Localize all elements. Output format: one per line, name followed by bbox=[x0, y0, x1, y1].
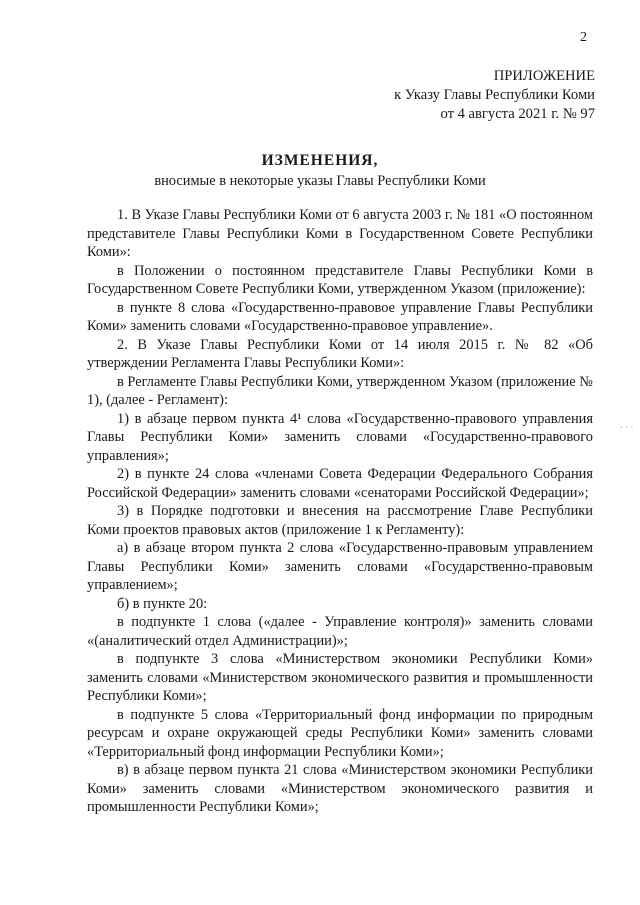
appendix-date: от 4 августа 2021 г. № 97 bbox=[440, 106, 595, 122]
document-subtitle: вносимые в некоторые указы Главы Республики Коми bbox=[154, 173, 486, 189]
page-number: 2 bbox=[580, 30, 587, 45]
paragraph: 3) в Порядке подготовки и внесения на рассмотрение Главе Республики Коми проектов правовых актов (приложение 1 к Регламенту): bbox=[87, 503, 593, 538]
paragraph: в Регламенте Главы Республики Коми, утвержденном Указом (приложение № 1), (далее - Регламент): bbox=[87, 373, 593, 408]
paragraph: в подпункте 1 слова («далее - Управление контроля)» заменить словами «(аналитический отдел Администрации)»; bbox=[87, 614, 593, 649]
paragraph: в Положении о постоянном представителе Главы Республики Коми в Государственном Совете Республики Коми, утвержденном Указом (приложение): bbox=[87, 262, 593, 297]
paragraph: в подпункте 5 слова «Территориальный фонд информации по природным ресурсам и охране окружающей среды Республики Коми» заменить словами «Территориальный фонд информации Республики Коми»; bbox=[87, 706, 593, 760]
scan-mark: · · · bbox=[620, 422, 634, 432]
document-title: ИЗМЕНЕНИЯ, bbox=[261, 152, 379, 169]
paragraph: в) в абзаце первом пункта 21 слова «Министерством экономики Республики Коми» заменить словами «Министерством экономического развития и промышленности Республики Коми»; bbox=[87, 762, 593, 815]
paragraph: 2) в пункте 24 слова «членами Совета Федерации Федерального Собрания Российской Федерации» заменить словами «сенаторами Российской Федерации»; bbox=[87, 466, 593, 501]
paragraph: б) в пункте 20: bbox=[117, 595, 208, 612]
appendix-decree: к Указу Главы Республики Коми bbox=[394, 87, 595, 103]
appendix-header bbox=[394, 67, 595, 124]
paragraph: 2. В Указе Главы Республики Коми от 14 июля 2015 г. № 82 «Об утверждении Регламента Главы Республики Коми»: bbox=[87, 336, 593, 371]
appendix-label: ПРИЛОЖЕНИЕ bbox=[493, 68, 595, 84]
paragraph: а) в абзаце втором пункта 2 слова «Государственно-правовым управлением Главы Республики Коми» заменить словами «Государственно-правовым управлением»; bbox=[87, 540, 593, 593]
paragraph: в подпункте 3 слова «Министерством экономики Республики Коми» заменить словами «Министерством экономического развития и промышленности Республики Коми»; bbox=[87, 651, 593, 704]
paragraph: 1. В Указе Главы Республики Коми от 6 августа 2003 г. № 181 «О постоянном представителе Главы Республики Коми в Государственном Совете Республики Коми»: bbox=[87, 207, 593, 260]
paragraph: 1) в абзаце первом пункта 4¹ слова «Государственно-правового управления Главы Республики Коми» заменить словами «Государственно-правового управления»; bbox=[87, 410, 593, 464]
paragraph: в пункте 8 слова «Государственно-правовое управление Главы Республики Коми» заменить словами «Государственно-правовое управление». bbox=[87, 299, 593, 334]
document-body bbox=[87, 206, 593, 817]
